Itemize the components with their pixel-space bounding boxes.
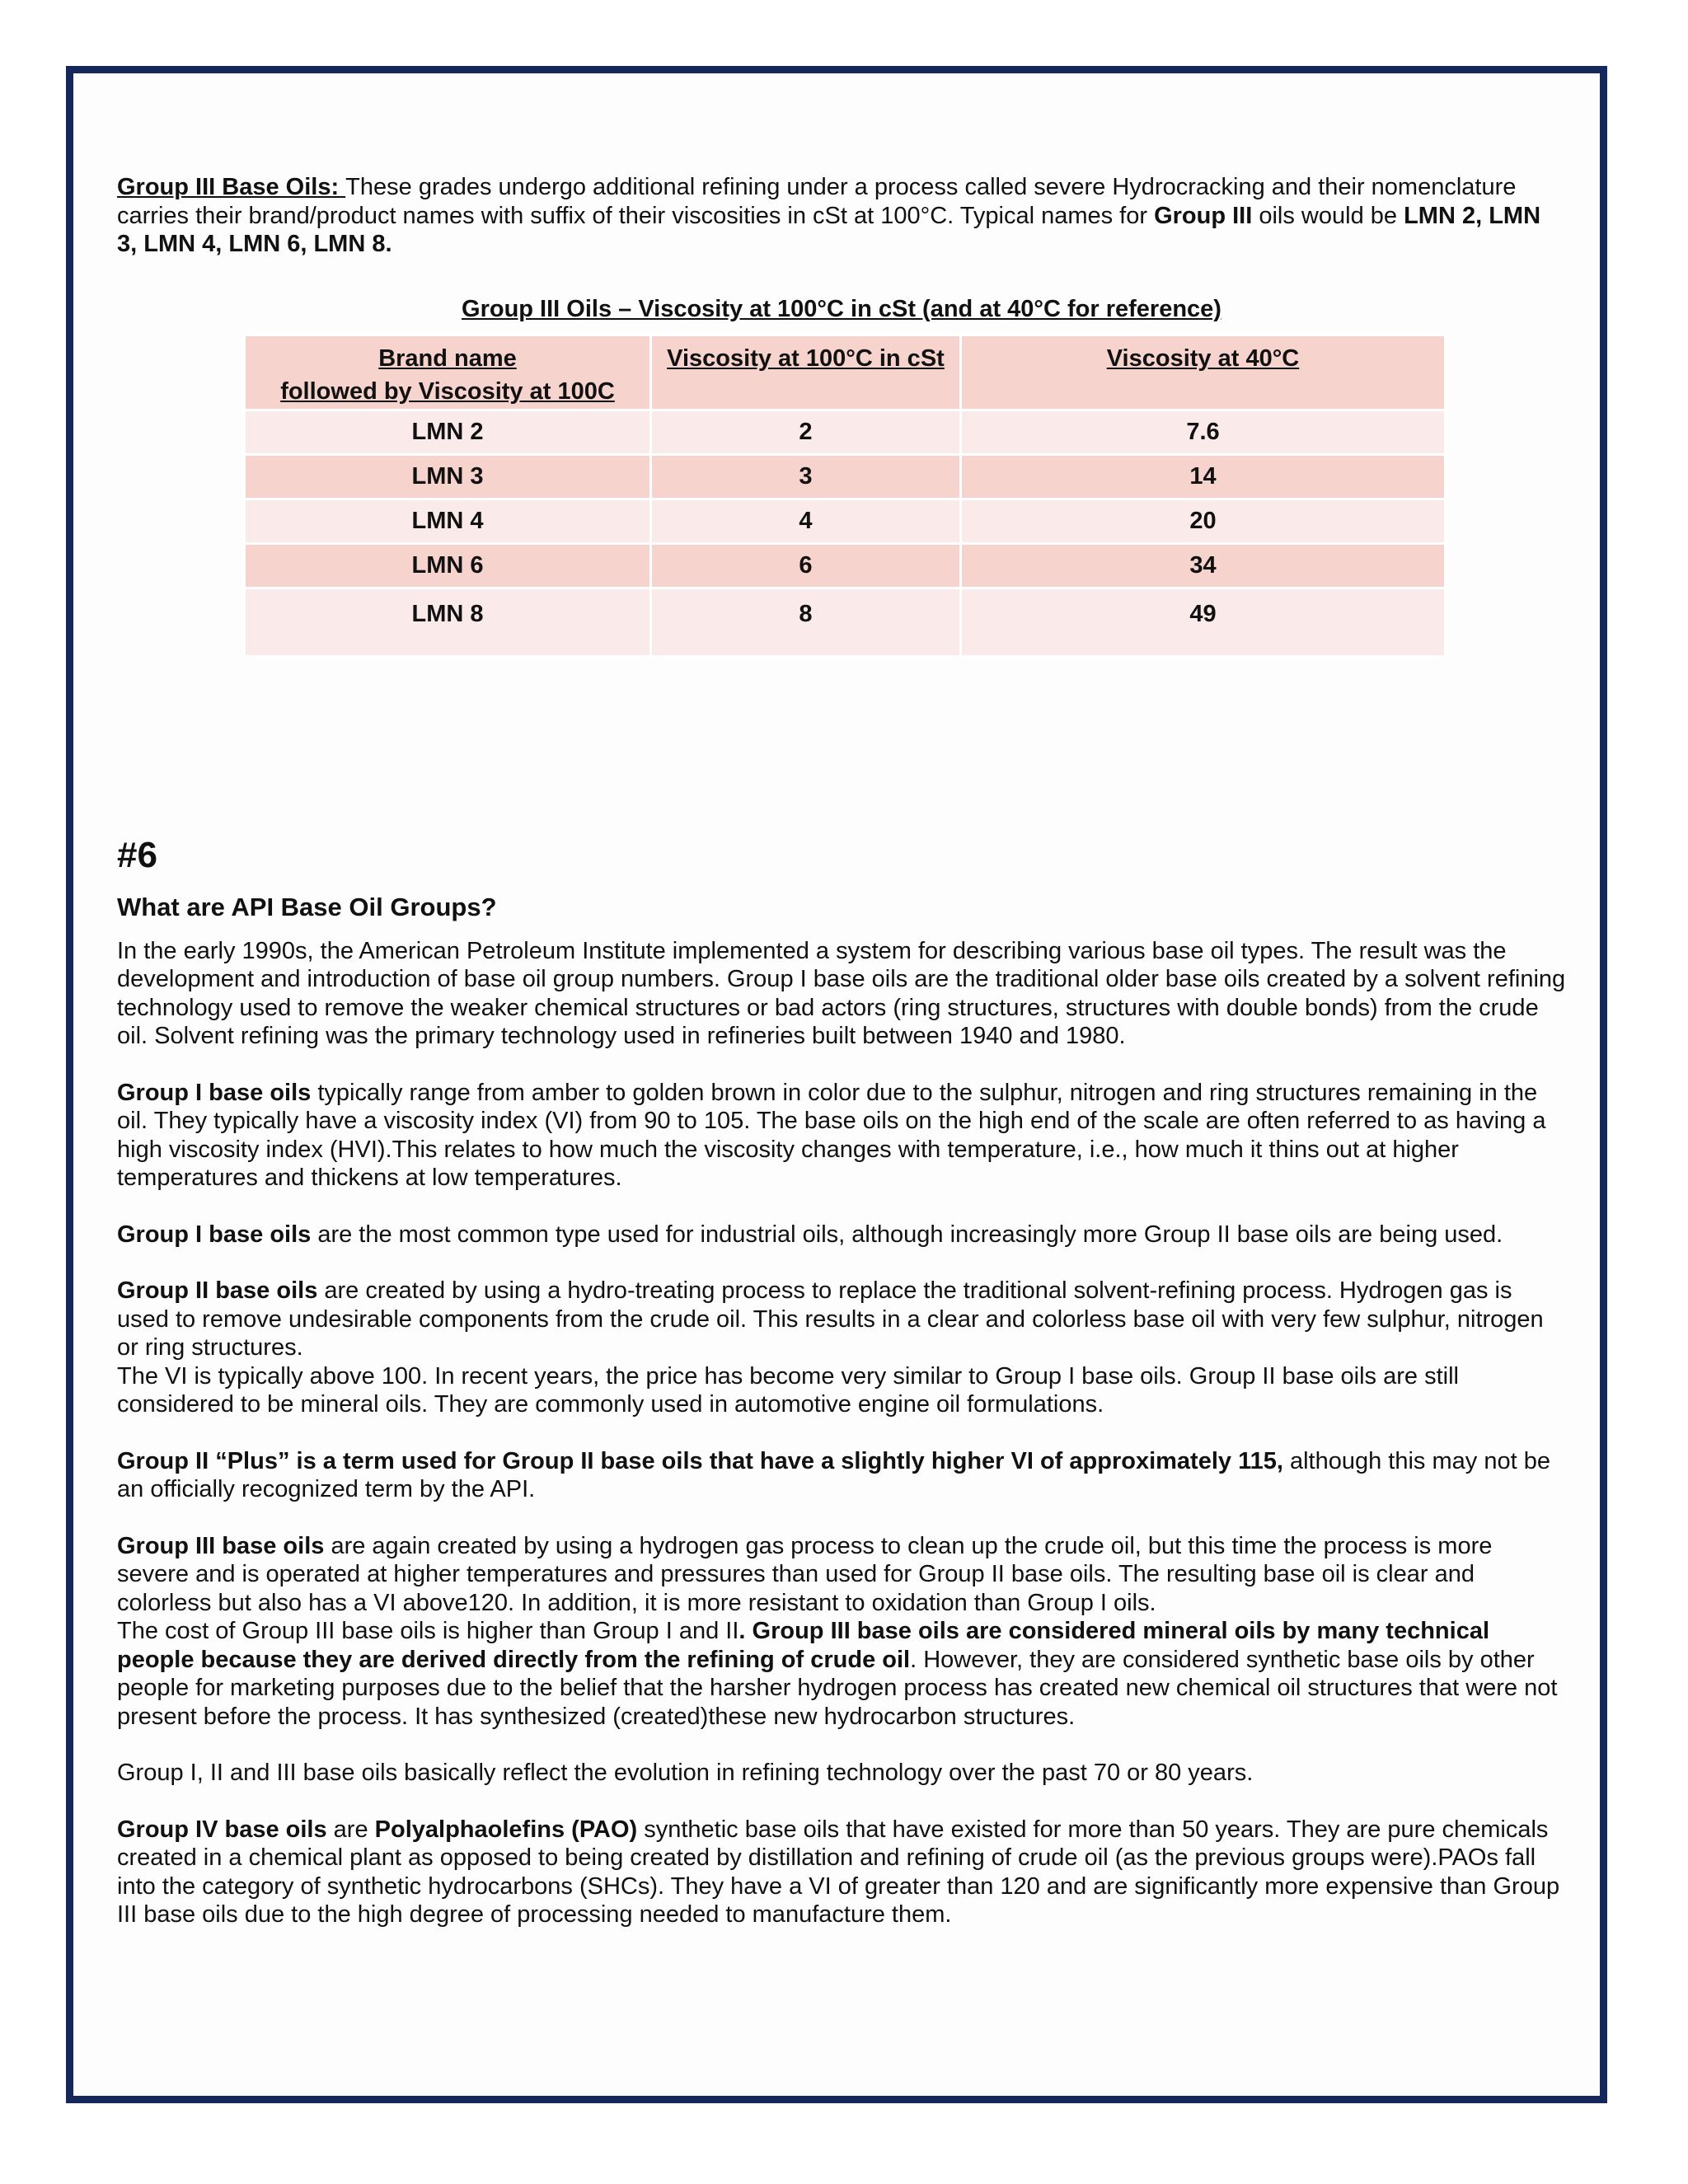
cell-brand: LMN 2 bbox=[245, 410, 651, 454]
cell-viscosity-100: 2 bbox=[651, 410, 961, 454]
cell-brand: LMN 6 bbox=[245, 543, 651, 588]
table-row bbox=[245, 588, 1446, 656]
paragraph-group-iii-bold2: . Group III base oils are considered mineral oils by many technical people because they are derived directly from the refining of crude oil bbox=[117, 1618, 1490, 1673]
table-caption: Group III Oils – Viscosity at 100°C in cSt (and at 40°C for reference) bbox=[462, 295, 1221, 322]
intro-paragraph bbox=[117, 173, 1566, 259]
cell-viscosity-100: 3 bbox=[651, 454, 961, 499]
cell-viscosity-40: 49 bbox=[961, 588, 1446, 656]
intro-label: Group III Base Oils: bbox=[117, 174, 346, 200]
cell-viscosity-40: 14 bbox=[961, 454, 1446, 499]
header-brand-line1: Brand name bbox=[378, 344, 517, 372]
paragraph-group-i-color bbox=[117, 1079, 1566, 1193]
paragraph-group-ii-plus-text: although this may not be an officially recognized term by the API. bbox=[117, 1447, 1550, 1502]
intro-bold-1: Group III bbox=[1154, 202, 1253, 229]
cell-viscosity-100: 6 bbox=[651, 543, 961, 588]
viscosity-table bbox=[243, 334, 1447, 658]
paragraph-group-iv-bold2: Polyalphaolefins (PAO) bbox=[374, 1816, 638, 1843]
table-row bbox=[245, 543, 1446, 588]
header-brand-line2: followed by Viscosity at 100C bbox=[280, 377, 615, 405]
paragraph-api-intro: In the early 1990s, the American Petroleum Institute implemented a system for describing various base oil types. The result was the development and introduction of base oil group numbers. Group I base oils are the traditional older base oils created by a solvent refining technology used to remove the weaker chemical structures or bad actors (ring structures, structures with double bonds) from the crude oil. Solvent refining was the primary technology used in refineries built between 1940 and 1980. bbox=[117, 937, 1566, 1049]
table-row bbox=[245, 454, 1446, 499]
cell-viscosity-40: 34 bbox=[961, 543, 1446, 588]
cell-viscosity-40: 20 bbox=[961, 499, 1446, 543]
paragraph-group-iii-line2 bbox=[117, 1617, 1566, 1731]
cell-viscosity-100: 8 bbox=[651, 588, 961, 656]
intro-text-1: These grades undergo additional refining under a process called severe Hydrocracking and their nomenclature carries their brand/product names with suffix of their viscosities in cSt at 100°C. Typical names for bbox=[117, 174, 1517, 229]
section-number: #6 bbox=[117, 834, 157, 875]
paragraph-group-i-color-bold: Group I base oils bbox=[117, 1079, 312, 1106]
paragraph-group-iii-text3: . However, they are considered synthetic base oils by other people for marketing purposes due to the belief that the harsher hydrogen process has created new chemical oil structures that were not present before the process. It has synthesized (created)these new hydrocarbon structures. bbox=[117, 1646, 1558, 1730]
paragraph-group-i-usage-text: are the most common type used for industrial oils, although increasingly more Group II base oils are being used. bbox=[311, 1221, 1503, 1248]
paragraph-group-iv-text: are bbox=[326, 1816, 375, 1843]
paragraph-group-iii-text2: The cost of Group III base oils is higher than Group I and II bbox=[117, 1618, 739, 1644]
paragraph-group-ii-text: are created by using a hydro-treating process to replace the traditional solvent-refining process. Hydrogen gas is used to remove undesirable components from the crude oil. This results in a clear and colorless base oil with very few sulphur, nitrogen or ring structures. bbox=[117, 1277, 1544, 1361]
paragraph-evolution: Group I, II and III base oils basically reflect the evolution in refining technology over the past 70 or 80 years. bbox=[117, 1760, 1254, 1786]
vertical-spacer bbox=[117, 658, 1566, 833]
paragraph-group-iv-text2: synthetic base oils that have existed for more than 50 years. They are pure chemicals created in a chemical plant as opposed to being created by distillation and refining of crude oil (as the previous groups were).PAOs fall into the category of synthetic hydrocarbons (SHCs). They have a VI of greater than 120 and are significantly more expensive than Group III base oils due to the high degree of processing needed to manufacture them. bbox=[117, 1816, 1560, 1928]
cell-brand: LMN 8 bbox=[245, 588, 651, 656]
paragraph-group-iii-line1 bbox=[117, 1532, 1566, 1618]
paragraph-group-ii bbox=[117, 1277, 1566, 1419]
header-brand-name bbox=[245, 335, 651, 410]
table-header-row bbox=[245, 335, 1446, 410]
paragraph-group-ii-plus-bold: Group II “Plus” is a term used for Group II base oils that have a slightly higher VI of approximately 115, bbox=[117, 1447, 1283, 1474]
intro-text-2: oils would be bbox=[1252, 202, 1404, 229]
paragraph-group-iii-bold: Group III base oils bbox=[117, 1532, 325, 1559]
cell-brand: LMN 3 bbox=[245, 454, 651, 499]
header-viscosity-100: Viscosity at 100°C in cSt bbox=[651, 335, 961, 410]
cell-viscosity-100: 4 bbox=[651, 499, 961, 543]
page-content bbox=[117, 173, 1566, 1957]
cell-brand: LMN 4 bbox=[245, 499, 651, 543]
table-row bbox=[245, 410, 1446, 454]
paragraph-group-i-usage bbox=[117, 1221, 1566, 1249]
paragraph-group-ii-line2: The VI is typically above 100. In recent years, the price has become very similar to Group I base oils. Group II base oils are still considered to be mineral oils. They are commonly used in automotive engine oil formulations. bbox=[117, 1362, 1459, 1418]
paragraph-group-ii-plus bbox=[117, 1447, 1566, 1504]
paragraph-group-i-usage-bold: Group I base oils bbox=[117, 1221, 312, 1248]
paragraph-group-i-color-text: typically range from amber to golden brown in color due to the sulphur, nitrogen and ring structures remaining in the oil. They typically have a viscosity index (VI) from 90 to 105. The base oils on the high end of the scale are often referred to as having a high viscosity index (HVI).This relates to how much the viscosity changes with temperature, i.e., how much it thins out at higher temperatures and thickens at low temperatures. bbox=[117, 1079, 1546, 1191]
table-row bbox=[245, 499, 1446, 543]
paragraph-group-ii-bold: Group II base oils bbox=[117, 1277, 318, 1304]
paragraph-group-iii-text: are again created by using a hydrogen gas process to clean up the crude oil, but this time the process is more severe and is operated at higher temperatures and pressures than used for Group II base oils. The resulting base oil is clear and colorless but also has a VI above120. In addition, it is more resistant to oxidation than Group I oils. bbox=[117, 1532, 1493, 1616]
intro-bold-2: LMN 2, LMN 3, LMN 4, LMN 6, LMN 8. bbox=[117, 202, 1541, 257]
paragraph-group-iv bbox=[117, 1816, 1566, 1929]
cell-viscosity-40: 7.6 bbox=[961, 410, 1446, 454]
viscosity-table-wrapper bbox=[243, 334, 1444, 658]
paragraph-group-ii-line1 bbox=[117, 1277, 1566, 1362]
paragraph-group-iii bbox=[117, 1532, 1566, 1732]
section-title: What are API Base Oil Groups? bbox=[117, 892, 497, 921]
paragraph-group-iv-bold: Group IV base oils bbox=[117, 1816, 327, 1843]
header-viscosity-40: Viscosity at 40°C bbox=[961, 335, 1446, 410]
